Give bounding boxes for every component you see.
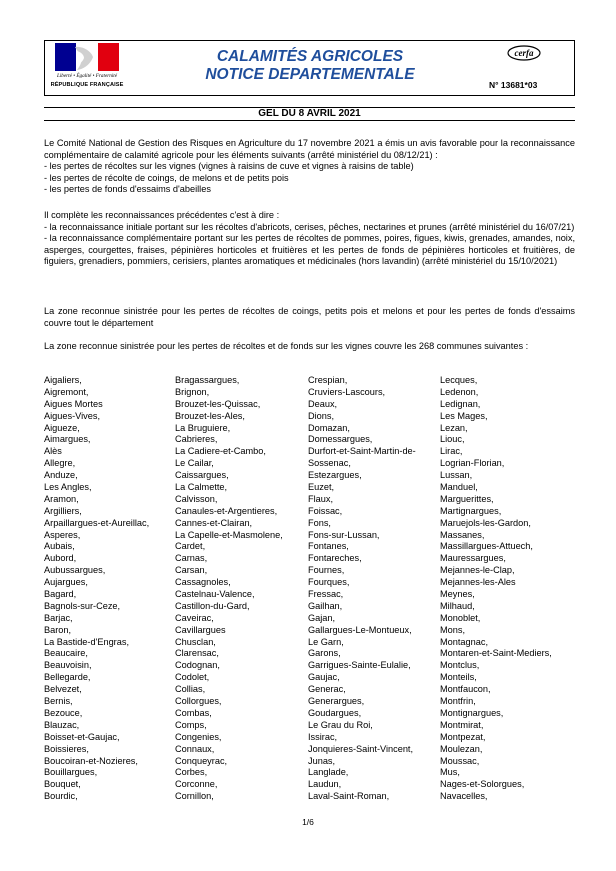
commune-item: Beauvoisin, xyxy=(44,660,92,671)
commune-item: Codognan, xyxy=(175,660,220,671)
commune-item: Montclus, xyxy=(440,660,480,671)
commune-item: Combas, xyxy=(175,707,212,718)
commune-item: Aujargues, xyxy=(44,577,88,588)
communes-column-2 xyxy=(175,375,283,803)
commune-item: Logrian-Florian, xyxy=(440,458,505,469)
commune-item: Fourques, xyxy=(308,577,350,588)
commune-item: Massanes, xyxy=(440,529,485,540)
commune-item: Fontareches, xyxy=(308,553,362,564)
commune-item: Montaren-et-Saint-Mediers, xyxy=(440,648,552,659)
commune-item: Marguerittes, xyxy=(440,493,494,504)
commune-item: Montpezat, xyxy=(440,731,486,742)
commune-item: Baron, xyxy=(44,624,72,635)
commune-item: Mus, xyxy=(440,767,460,778)
commune-item: Comps, xyxy=(175,719,207,730)
commune-item: Le Garn, xyxy=(308,636,344,647)
commune-item: Caveirac, xyxy=(175,612,214,623)
commune-item: Bezouce, xyxy=(44,707,83,718)
commune-item: Bernis, xyxy=(44,696,73,707)
commune-item: Aramon, xyxy=(44,493,79,504)
commune-item: Montignargues, xyxy=(440,707,504,718)
commune-item: Dions, xyxy=(308,410,335,421)
paragraph-zone-vignes xyxy=(44,341,575,353)
commune-item: Les Angles, xyxy=(44,482,92,493)
commune-item: Les Mages, xyxy=(440,410,488,421)
paragraph-text: La zone reconnue sinistrée pour les pertes de récoltes de coings, petits pois et melons et pour les pertes de fonds d'essaims couvre tout le département xyxy=(44,306,575,328)
commune-item: Issirac, xyxy=(308,731,338,742)
paragraph-reconnaissances xyxy=(44,210,575,268)
commune-item: Cannes-et-Clairan, xyxy=(175,517,253,528)
commune-item: Lirac, xyxy=(440,446,463,457)
commune-item: Aigues-Vives, xyxy=(44,410,101,421)
commune-item: La Capelle-et-Masmolene, xyxy=(175,529,283,540)
commune-item: Canaules-et-Argentieres, xyxy=(175,505,278,516)
commune-item: Conqueyrac, xyxy=(175,755,228,766)
commune-item: La Bruguiere, xyxy=(175,422,231,433)
commune-item: Lecques, xyxy=(440,375,478,385)
commune-item: Alès xyxy=(44,446,62,457)
commune-item: Laudun, xyxy=(308,779,342,790)
commune-item: Brouzet-les-Ales, xyxy=(175,410,245,421)
commune-item: Aubussargues, xyxy=(44,565,106,576)
commune-item: Monteils, xyxy=(440,672,477,683)
commune-item: Foissac, xyxy=(308,505,343,516)
commune-item: Cassagnoles, xyxy=(175,577,231,588)
list-item: - les pertes de fonds d'essaims d'abeilles xyxy=(44,184,211,195)
commune-item: La Cadiere-et-Cambo, xyxy=(175,446,266,457)
commune-item: Allegre, xyxy=(44,458,76,469)
commune-item: Fons, xyxy=(308,517,331,528)
paragraph-text: Le Comité National de Gestion des Risques en Agriculture du 17 novembre 2021 a émis un avis favorable pour la reconnaissance complémentaire de calamité agricole pour les éléments suivants (arrêté ministériel du 08/12/21) : xyxy=(44,138,575,160)
list-item: - les pertes de récolte de coings, de melons et de petits pois xyxy=(44,172,289,183)
commune-item: Ledenon, xyxy=(440,386,479,397)
commune-item: Chusclan, xyxy=(175,636,216,647)
commune-item: Bragassargues, xyxy=(175,375,240,385)
commune-item: Ledignan, xyxy=(440,398,481,409)
commune-item: Gallargues-Le-Montueux, xyxy=(308,624,412,635)
commune-item: Bagard, xyxy=(44,589,77,600)
commune-item: Codolet, xyxy=(175,672,210,683)
commune-item: Clarensac, xyxy=(175,648,219,659)
commune-item: Cornillon, xyxy=(175,791,214,802)
paragraph-zone-departement xyxy=(44,306,575,329)
commune-item: Aigaliers, xyxy=(44,375,82,385)
commune-item: Aigueze, xyxy=(44,422,80,433)
commune-item: Bagnols-sur-Ceze, xyxy=(44,600,121,611)
commune-item: Goudargues, xyxy=(308,707,362,718)
commune-item: Connaux, xyxy=(175,743,215,754)
cerfa-label: cerfa xyxy=(514,48,534,58)
commune-item: Domazan, xyxy=(308,422,350,433)
commune-item: Blauzac, xyxy=(44,719,80,730)
commune-item: Martignargues, xyxy=(440,505,502,516)
commune-item: Anduze, xyxy=(44,470,78,481)
marianne-icon xyxy=(55,43,119,71)
commune-item: Lussan, xyxy=(440,470,473,481)
commune-item: Brignon, xyxy=(175,386,210,397)
paragraph-text: Il complète les reconnaissances précédentes c'est à dire : xyxy=(44,210,280,220)
communes-column-4 xyxy=(440,375,552,803)
commune-item: Lezan, xyxy=(440,422,468,433)
commune-item: Calvisson, xyxy=(175,493,218,504)
commune-item: Fressac, xyxy=(308,589,344,600)
commune-item: Mejannes-le-Clap, xyxy=(440,565,515,576)
commune-item: Fontanes, xyxy=(308,541,349,552)
commune-item: Navacelles, xyxy=(440,791,488,802)
commune-item: Jonquieres-Saint-Vincent, xyxy=(308,743,414,754)
commune-item: Monoblet, xyxy=(440,612,481,623)
header-box xyxy=(44,40,575,96)
commune-item: Montfaucon, xyxy=(440,684,491,695)
commune-item: Montagnac, xyxy=(440,636,489,647)
commune-item: Laval-Saint-Roman, xyxy=(308,791,390,802)
form-number: N° 13681*03 xyxy=(489,80,538,90)
cerfa-logo xyxy=(507,45,541,61)
event-title: GEL DU 8 AVRIL 2021 xyxy=(44,107,575,121)
commune-item: Manduel, xyxy=(440,482,478,493)
title-line-1: CALAMITÉS AGRICOLES xyxy=(216,48,404,65)
commune-item: Collorgues, xyxy=(175,696,222,707)
commune-item: Corbes, xyxy=(175,767,208,778)
commune-item: Mejannes-les-Ales xyxy=(440,577,516,588)
commune-item: Fons-sur-Lussan, xyxy=(308,529,380,540)
commune-item: Flaux, xyxy=(308,493,334,504)
commune-item: Nages-et-Solorgues, xyxy=(440,779,525,790)
commune-item: Crespian, xyxy=(308,375,348,385)
commune-item: Fournes, xyxy=(308,565,345,576)
list-item: - les pertes de récoltes sur les vignes (vignes à raisins de cuve et vignes à raisins de table) xyxy=(44,161,414,172)
commune-item: Cabrieres, xyxy=(175,434,218,445)
paragraph-avis xyxy=(44,138,575,196)
commune-item: Gaujac, xyxy=(308,672,340,683)
communes-column-3 xyxy=(308,375,416,803)
commune-item: Le Grau du Roi, xyxy=(308,719,373,730)
commune-item: Arpaillargues-et-Aureillac, xyxy=(44,517,150,528)
commune-item: Massillargues-Attuech, xyxy=(440,541,533,552)
commune-item: Asperes, xyxy=(44,529,81,540)
commune-item: Cruviers-Lascours, xyxy=(308,386,386,397)
commune-item: Castelnau-Valence, xyxy=(175,589,255,600)
commune-item: Carsan, xyxy=(175,565,208,576)
commune-item: Bouquet, xyxy=(44,779,81,790)
commune-item: Boisset-et-Gaujac, xyxy=(44,731,120,742)
commune-item: Domessargues, xyxy=(308,434,373,445)
commune-item: La Calmette, xyxy=(175,482,228,493)
commune-item: Meynes, xyxy=(440,589,475,600)
commune-item: Aimargues, xyxy=(44,434,91,445)
republique-francaise-logo xyxy=(50,43,124,93)
commune-item: La Bastide-d'Engras, xyxy=(44,636,130,647)
commune-item: Castillon-du-Gard, xyxy=(175,600,250,611)
commune-item: Congenies, xyxy=(175,731,222,742)
page-title xyxy=(165,48,455,84)
commune-item: Belvezet, xyxy=(44,684,82,695)
commune-item: Montfrin, xyxy=(440,696,476,707)
commune-item: Bouillargues, xyxy=(44,767,98,778)
commune-item: Le Cailar, xyxy=(175,458,214,469)
commune-item: Junas, xyxy=(308,755,336,766)
commune-item: Deaux, xyxy=(308,398,338,409)
commune-item: Sossenac, xyxy=(308,458,351,469)
commune-item: Argilliers, xyxy=(44,505,82,516)
communes-column-1 xyxy=(44,375,149,803)
commune-item: Mauressargues, xyxy=(440,553,506,564)
commune-item: Cavillargues xyxy=(175,624,226,635)
commune-item: Collias, xyxy=(175,684,206,695)
commune-item: Aubais, xyxy=(44,541,75,552)
commune-item: Generac, xyxy=(308,684,346,695)
commune-item: Moussac, xyxy=(440,755,480,766)
commune-item: Caissargues, xyxy=(175,470,229,481)
commune-item: Aubord, xyxy=(44,553,77,564)
commune-item: Boissieres, xyxy=(44,743,89,754)
commune-item: Beaucaire, xyxy=(44,648,88,659)
commune-item: Moulezan, xyxy=(440,743,483,754)
commune-item: Garrigues-Sainte-Eulalie, xyxy=(308,660,411,671)
commune-item: Brouzet-les-Quissac, xyxy=(175,398,261,409)
commune-item: Barjac, xyxy=(44,612,73,623)
commune-item: Carnas, xyxy=(175,553,208,564)
commune-item: Boucoiran-et-Nozieres, xyxy=(44,755,138,766)
paragraph-text: La zone reconnue sinistrée pour les pertes de récoltes et de fonds sur les vignes couvre les 268 communes suivantes : xyxy=(44,341,529,351)
commune-item: Garons, xyxy=(308,648,341,659)
commune-item: Montmirat, xyxy=(440,719,484,730)
commune-item: Mons, xyxy=(440,624,466,635)
commune-item: Euzet, xyxy=(308,482,335,493)
commune-item: Cardet, xyxy=(175,541,206,552)
commune-item: Bellegarde, xyxy=(44,672,91,683)
commune-item: Generargues, xyxy=(308,696,365,707)
commune-item: Gailhan, xyxy=(308,600,343,611)
page-number: 1/6 xyxy=(302,817,314,827)
commune-item: Aigremont, xyxy=(44,386,89,397)
title-line-2: NOTICE DEPARTEMENTALE xyxy=(205,66,415,83)
commune-item: Estezargues, xyxy=(308,470,362,481)
commune-item: Maruejols-les-Gardon, xyxy=(440,517,531,528)
commune-item: Durfort-et-Saint-Martin-de- xyxy=(308,446,416,457)
commune-item: Aigues Mortes xyxy=(44,398,103,409)
list-item: - la reconnaissance initiale portant sur les récoltes d'abricots, cerises, pêches, nectarines et prunes (arrêté ministériel du 16/07/21) xyxy=(44,221,575,232)
list-item: - la reconnaissance complémentaire portant sur les pertes de récoltes de pommes, poires, figues, kiwis, grenades, amandes, noix, asperges, courgettes, fraises, pépinières horticoles et fruitières et les pertes de fonds de pépinières horticoles et fruitières, de figuiers, grenadiers, pommiers, cerisiers, plantes aromatiques et médicinales (hors lavandin) (arrêté ministériel du 15/10/2021) xyxy=(44,233,575,267)
commune-item: Bourdic, xyxy=(44,791,78,802)
logo-name: RÉPUBLIQUE FRANÇAISE xyxy=(50,82,124,88)
commune-item: Langlade, xyxy=(308,767,349,778)
commune-item: Liouc, xyxy=(440,434,465,445)
logo-motto: Liberté • Égalité • Fraternité xyxy=(56,73,118,79)
commune-item: Corconne, xyxy=(175,779,218,790)
commune-item: Milhaud, xyxy=(440,600,475,611)
commune-item: Gajan, xyxy=(308,612,336,623)
